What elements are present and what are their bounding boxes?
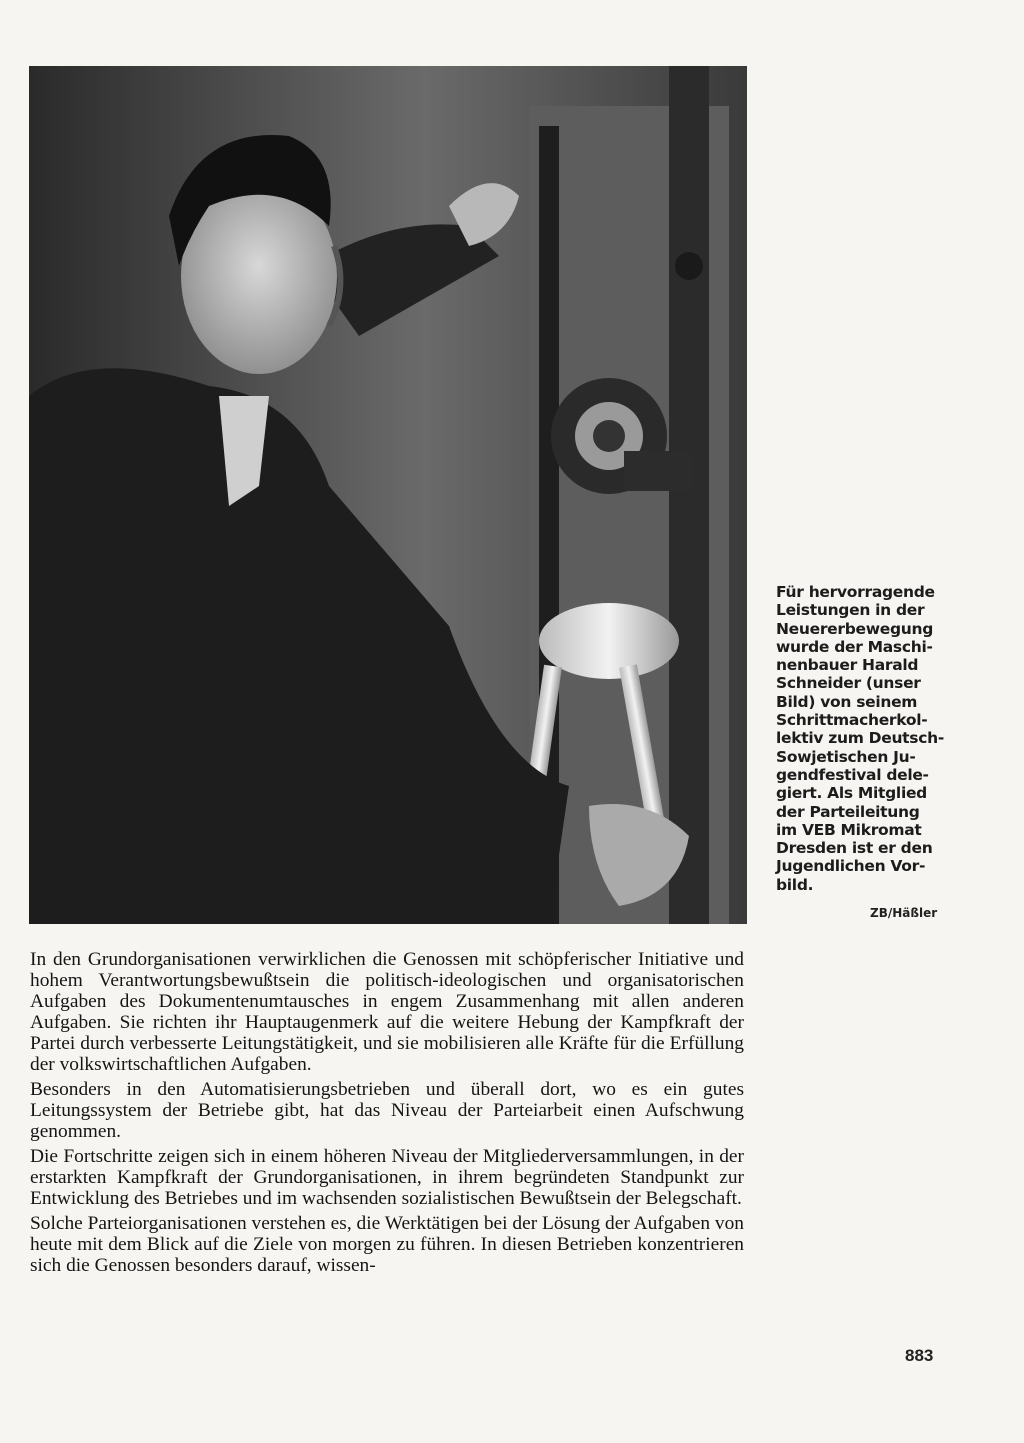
article-body bbox=[30, 949, 744, 1280]
photograph bbox=[29, 66, 747, 924]
photo-credit: ZB/Häßler bbox=[870, 906, 938, 920]
article-paragraph: In den Grundorganisationen verwirklichen die Genossen mit schöpferischer Initiative und hohem Verantwortungsbewußtsein die politisch-ideologischen und organisatorischen Aufgaben des Dokumentenumtausches in engem Zusammenhang mit allen anderen Aufgaben. Sie richten ihr Hauptaugenmerk auf die weitere Hebung der Kampfkraft der Partei durch verbesserte Leitungstätigkeit, und sie mobilisieren alle Kräfte für die Erfüllung der volkswirtschaftlichen Aufgaben. bbox=[30, 949, 744, 1075]
article-paragraph: Besonders in den Automatisierungsbetrieben und überall dort, wo es ein gutes Leitungssystem der Betriebe gibt, hat das Niveau der Parteiarbeit einen Aufschwung genommen. bbox=[30, 1079, 744, 1142]
photo-caption: Für hervorragende Leistungen in der Neuererbewegung wurde der Maschi- nenbauer Harald Schneider (unser Bild) von seinem Schrittmacherkol- lektiv zum Deutsch- Sowjetischen Ju- gendfestival dele- giert. Als Mitglied der Parteileitung im VEB Mikromat Dresden ist er den Jugendlichen Vor- bild. bbox=[776, 583, 944, 894]
article-paragraph: Die Fortschritte zeigen sich in einem höheren Niveau der Mitgliederversammlungen, in der erstarkten Kampfkraft der Grundorganisationen, in ihrem begründeten Standpunkt zur Entwicklung des Betriebes und im wachsenden sozialistischen Bewußtsein der Belegschaft. bbox=[30, 1146, 744, 1209]
page-number: 883 bbox=[905, 1346, 934, 1365]
photograph-icon bbox=[29, 66, 747, 924]
article-paragraph: Solche Parteiorganisationen verstehen es, die Werktätigen bei der Lösung der Aufgaben von heute mit dem Blick auf die Ziele von morgen zu führen. In diesen Betrieben konzentrieren sich die Genossen besonders darauf, wissen- bbox=[30, 1213, 744, 1276]
